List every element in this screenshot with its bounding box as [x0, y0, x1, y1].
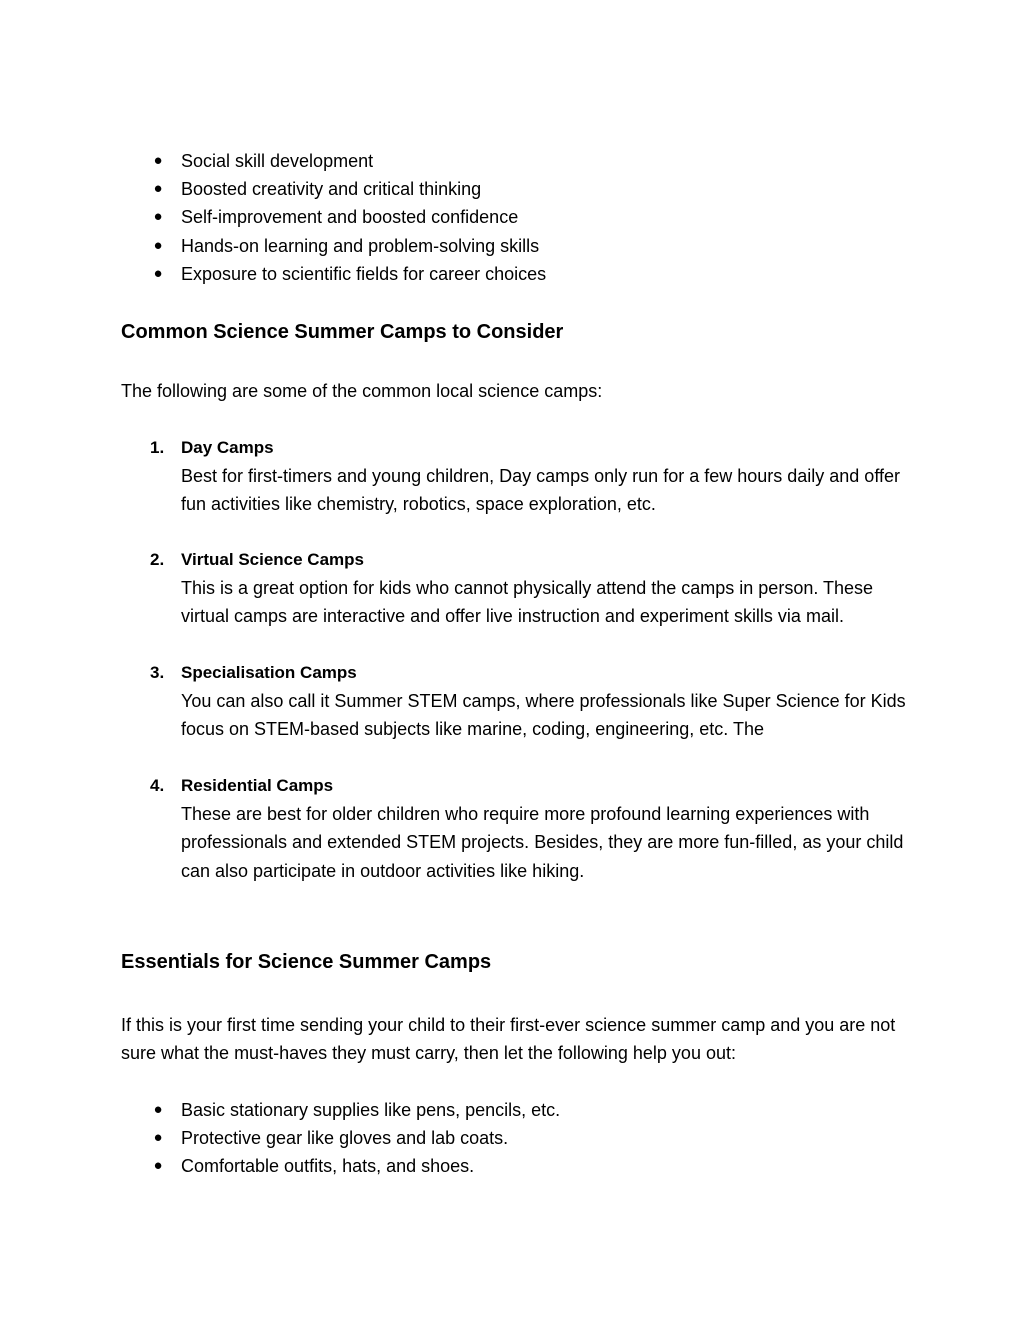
list-number: 4. — [150, 776, 165, 795]
list-item-text: Social skill development — [181, 151, 374, 171]
list-number: 2. — [150, 550, 165, 569]
bullet-icon: ● — [153, 152, 163, 169]
bullet-icon: ● — [153, 180, 163, 198]
camp-title: Specialisation Camps — [181, 663, 357, 682]
camp-title: Virtual Science Camps — [181, 550, 364, 569]
list-item-text: Exposure to scientific fields for career choices — [181, 263, 547, 284]
bullet-icon: ● — [153, 264, 163, 282]
camp-description: These are best for older children who require more profound learning experiences with professionals and extended STEM projects. Besides, they are more fun-filled, as your child can also participate in outdoor activities like hiking. — [181, 804, 904, 881]
camp-description: Best for first-timers and young children, Day camps only run for a few hours daily and offer fun activities like chemistry, robotics, space exploration, etc. — [181, 466, 900, 515]
list-number: 1. — [150, 438, 165, 457]
bullet-icon: ● — [153, 1129, 163, 1147]
bullet-icon: ● — [153, 236, 163, 254]
list-item-text: Self-improvement and boosted confidence — [181, 207, 519, 228]
list-item-text: Boosted creativity and critical thinking — [181, 179, 482, 200]
list-item-text: Protective gear like gloves and lab coats. — [181, 1128, 509, 1149]
list-item-text: Basic stationary supplies like pens, pencils, etc. — [181, 1100, 561, 1120]
list-number: 3. — [150, 663, 165, 682]
camp-title: Day Camps — [181, 438, 274, 457]
camp-description: You can also call it Summer STEM camps, where professionals like Super Science for Kids focus on STEM-based subjects like marine, coding, engineering, etc. The — [181, 691, 906, 740]
essentials-intro: If this is your first time sending your child to their first-ever science summer camp and you are not sure what the must-haves they must carry, then let the following help you out: — [121, 1015, 896, 1064]
camps-intro: The following are some of the common local science camps: — [121, 381, 603, 401]
list-item-text: Hands-on learning and problem-solving skills — [181, 235, 540, 256]
bullet-icon: ● — [153, 1101, 163, 1118]
bullet-icon: ● — [153, 208, 163, 226]
section-heading-camps: Common Science Summer Camps to Consider — [121, 321, 564, 343]
bullet-icon: ● — [153, 1157, 163, 1175]
camp-title: Residential Camps — [181, 776, 334, 795]
camp-description: This is a great option for kids who cannot physically attend the camps in person. These virtual camps are interactive and offer live instruction and experiment skills via mail. — [181, 578, 874, 627]
list-item-text: Comfortable outfits, hats, and shoes. — [181, 1156, 475, 1177]
section-heading-essentials: Essentials for Science Summer Camps — [121, 951, 492, 973]
